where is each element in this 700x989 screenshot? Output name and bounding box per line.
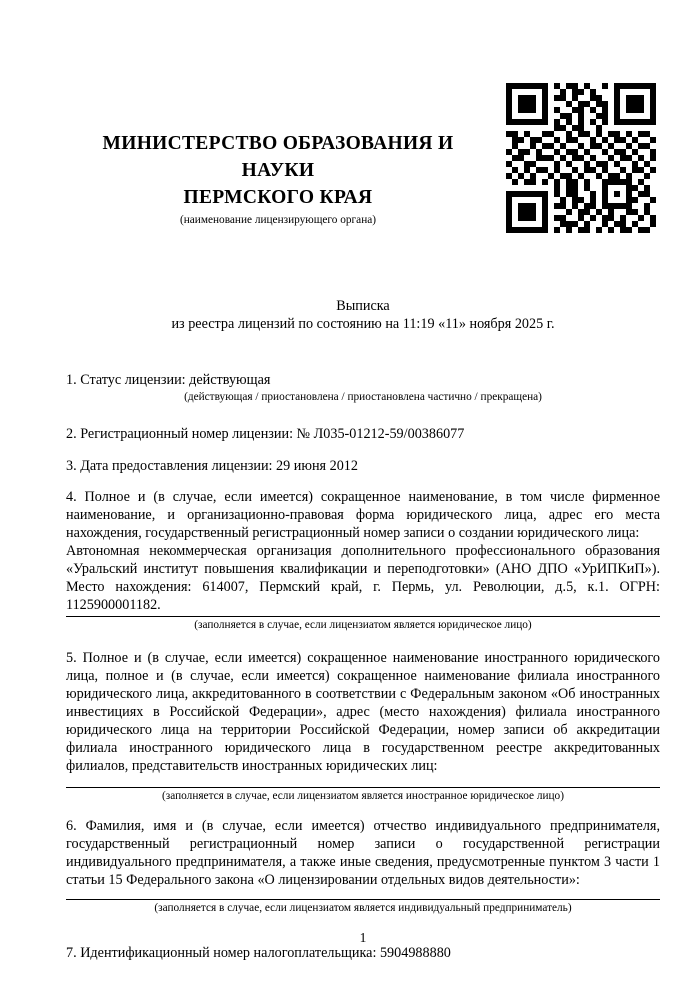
licensing-authority-caption: (наименование лицензирующего органа) (179, 214, 377, 226)
foreign-entity-caption: (заполняется в случае, если лицензиатом является иностранное юридическое лицо) (162, 790, 564, 802)
registration-number-text: 2. Регистрационный номер лицензии: № Л035-01212-59/00386077 (66, 426, 465, 442)
individual-entrepreneur-text: 6. Фамилия, имя и (в случае, если имеется) отчество индивидуального предпринимателя, государственный регистрационный номер записи о государственной регистрации индивидуального предпринимателя, а также иные сведения, предусмотренные пунктом 3 части 1 статьи 15 Федерального закона «О лицензировании отдельных видов деятельности»: (66, 818, 660, 888)
ministry-name-line2: ПЕРМСКОГО КРАЯ (183, 187, 373, 208)
item-taxpayer-number (66, 944, 660, 962)
license-status-text: 1. Статус лицензии: действующая (66, 372, 271, 388)
item-foreign-entity (66, 649, 660, 804)
fill-in-rule-individual-entrepreneur (66, 899, 660, 900)
title-line1: Выписка (336, 298, 390, 314)
qr-code (506, 83, 656, 233)
page-number: 1 (359, 930, 367, 945)
fill-in-rule-legal-entity (66, 616, 660, 617)
legal-entity-text: 4. Полное и (в случае, если имеется) сокращенное наименование, в том числе фирменное наименование, и организационно-правовая форма юридического лица, адрес его места нахождения, государственный регистрационный номер записи о создании юридического лица: (66, 489, 660, 541)
licensing-authority-header (66, 130, 490, 228)
fill-in-rule-foreign-entity (66, 787, 660, 788)
document-body (66, 297, 660, 962)
legal-entity-value: Автономная некоммерческая организация дополнительного профессионального образования «Уральский институт повышения квалификации и переподготовки» (АНО ДПО «УрИПКиП»). Место нахождения: 614007, Пермский край, г. Пермь, ул. Революции, д.5, к.1. ОГРН: 1125900001182. (66, 543, 660, 613)
grant-date-text: 3. Дата предоставления лицензии: 29 июня 2012 (66, 458, 358, 474)
legal-entity-caption: (заполняется в случае, если лицензиатом является юридическое лицо) (194, 619, 532, 631)
individual-entrepreneur-caption: (заполняется в случае, если лицензиатом является индивидуальный предприниматель) (154, 902, 572, 914)
item-individual-entrepreneur (66, 817, 660, 916)
item-license-status (66, 371, 660, 405)
license-status-caption: (действующая / приостановлена / приостановлена частично / прекращена) (184, 391, 542, 403)
item-legal-entity (66, 488, 660, 633)
item-grant-date (66, 457, 660, 475)
taxpayer-number-text: 7. Идентификационный номер налогоплательщика: 5904988880 (66, 945, 451, 961)
foreign-entity-text: 5. Полное и (в случае, если имеется) сокращенное наименование иностранного юридического лица, полное и (в случае, если имеется) сокращенное наименование филиала иностранного юридического лица, аккредитованного в соответствии с Федеральным законом «Об иностранных инвестициях в Российской Федерации», адрес (место нахождения) филиала иностранного юридического лица на территории Российской Федерации, номер записи об аккредитации филиала иностранного юридического лица в государственном реестре аккредитованных филиалов, представительств иностранных юридических лиц: (66, 650, 660, 774)
document-title (66, 297, 660, 333)
ministry-name-line1: МИНИСТЕРСТВО ОБРАЗОВАНИЯ И НАУКИ (102, 133, 454, 181)
title-line2: из реестра лицензий по состоянию на 11:19 «11» ноября 2025 г. (171, 316, 555, 332)
item-registration-number (66, 425, 660, 443)
